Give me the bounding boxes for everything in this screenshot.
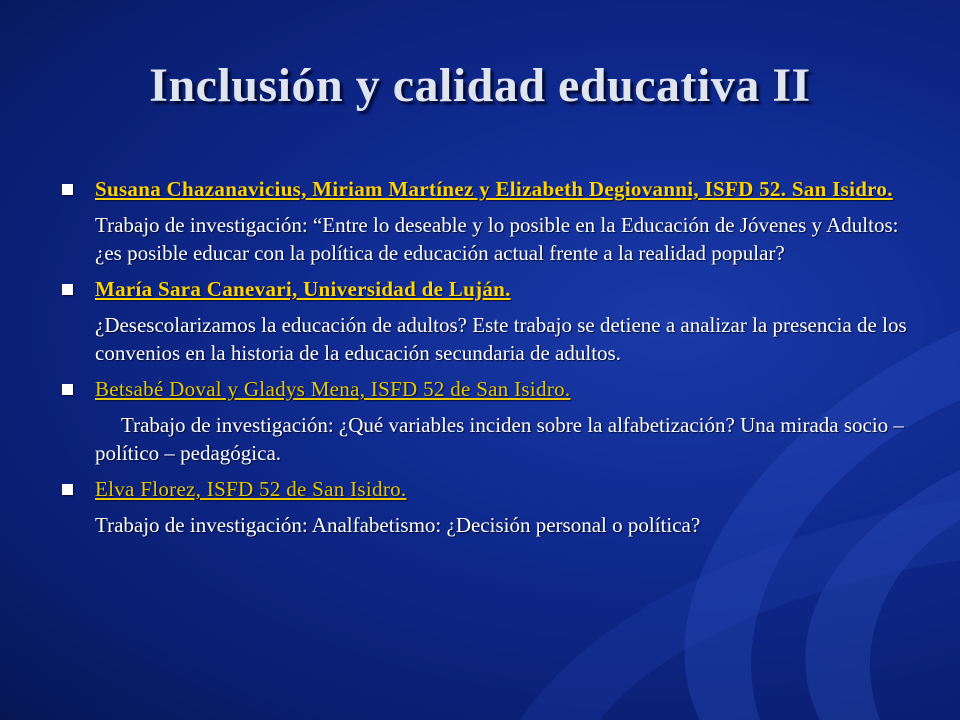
item-description: Trabajo de investigación: ¿Qué variables inciden sobre la alfabetización? Una mirada socio – político – pedagógica. — [95, 413, 904, 465]
item-description: Trabajo de investigación: “Entre lo deseable y lo posible en la Educación de Jóvenes y Adultos: ¿es posible educar con la política de educación actual frente a la realidad popular? — [95, 213, 899, 265]
item-description: ¿Desescolarizamos la educación de adultos? Este trabajo se detiene a analizar la presencia de los convenios en la historia de la educación secundaria de adultos. — [95, 313, 907, 365]
author-link[interactable]: Susana Chazanavicius, Miriam Martínez y Elizabeth Degiovanni, ISFD 52. San Isidro. — [95, 177, 893, 201]
list-item — [60, 275, 910, 367]
square-bullet-icon — [62, 484, 73, 495]
bullet-list — [60, 175, 910, 547]
author-link[interactable]: Betsabé Doval y Gladys Mena, ISFD 52 de San Isidro. — [95, 377, 571, 401]
list-item — [60, 475, 910, 539]
item-description: Trabajo de investigación: Analfabetismo: ¿Decisión personal o política? — [95, 513, 701, 537]
square-bullet-icon — [62, 184, 73, 195]
author-link[interactable]: Elva Florez, ISFD 52 de San Isidro. — [95, 477, 407, 501]
author-link[interactable]: María Sara Canevari, Universidad de Luján. — [95, 277, 511, 301]
slide-title: Inclusión y calidad educativa II — [149, 59, 811, 112]
list-item — [60, 175, 910, 267]
square-bullet-icon — [62, 384, 73, 395]
square-bullet-icon — [62, 284, 73, 295]
list-item — [60, 375, 910, 467]
